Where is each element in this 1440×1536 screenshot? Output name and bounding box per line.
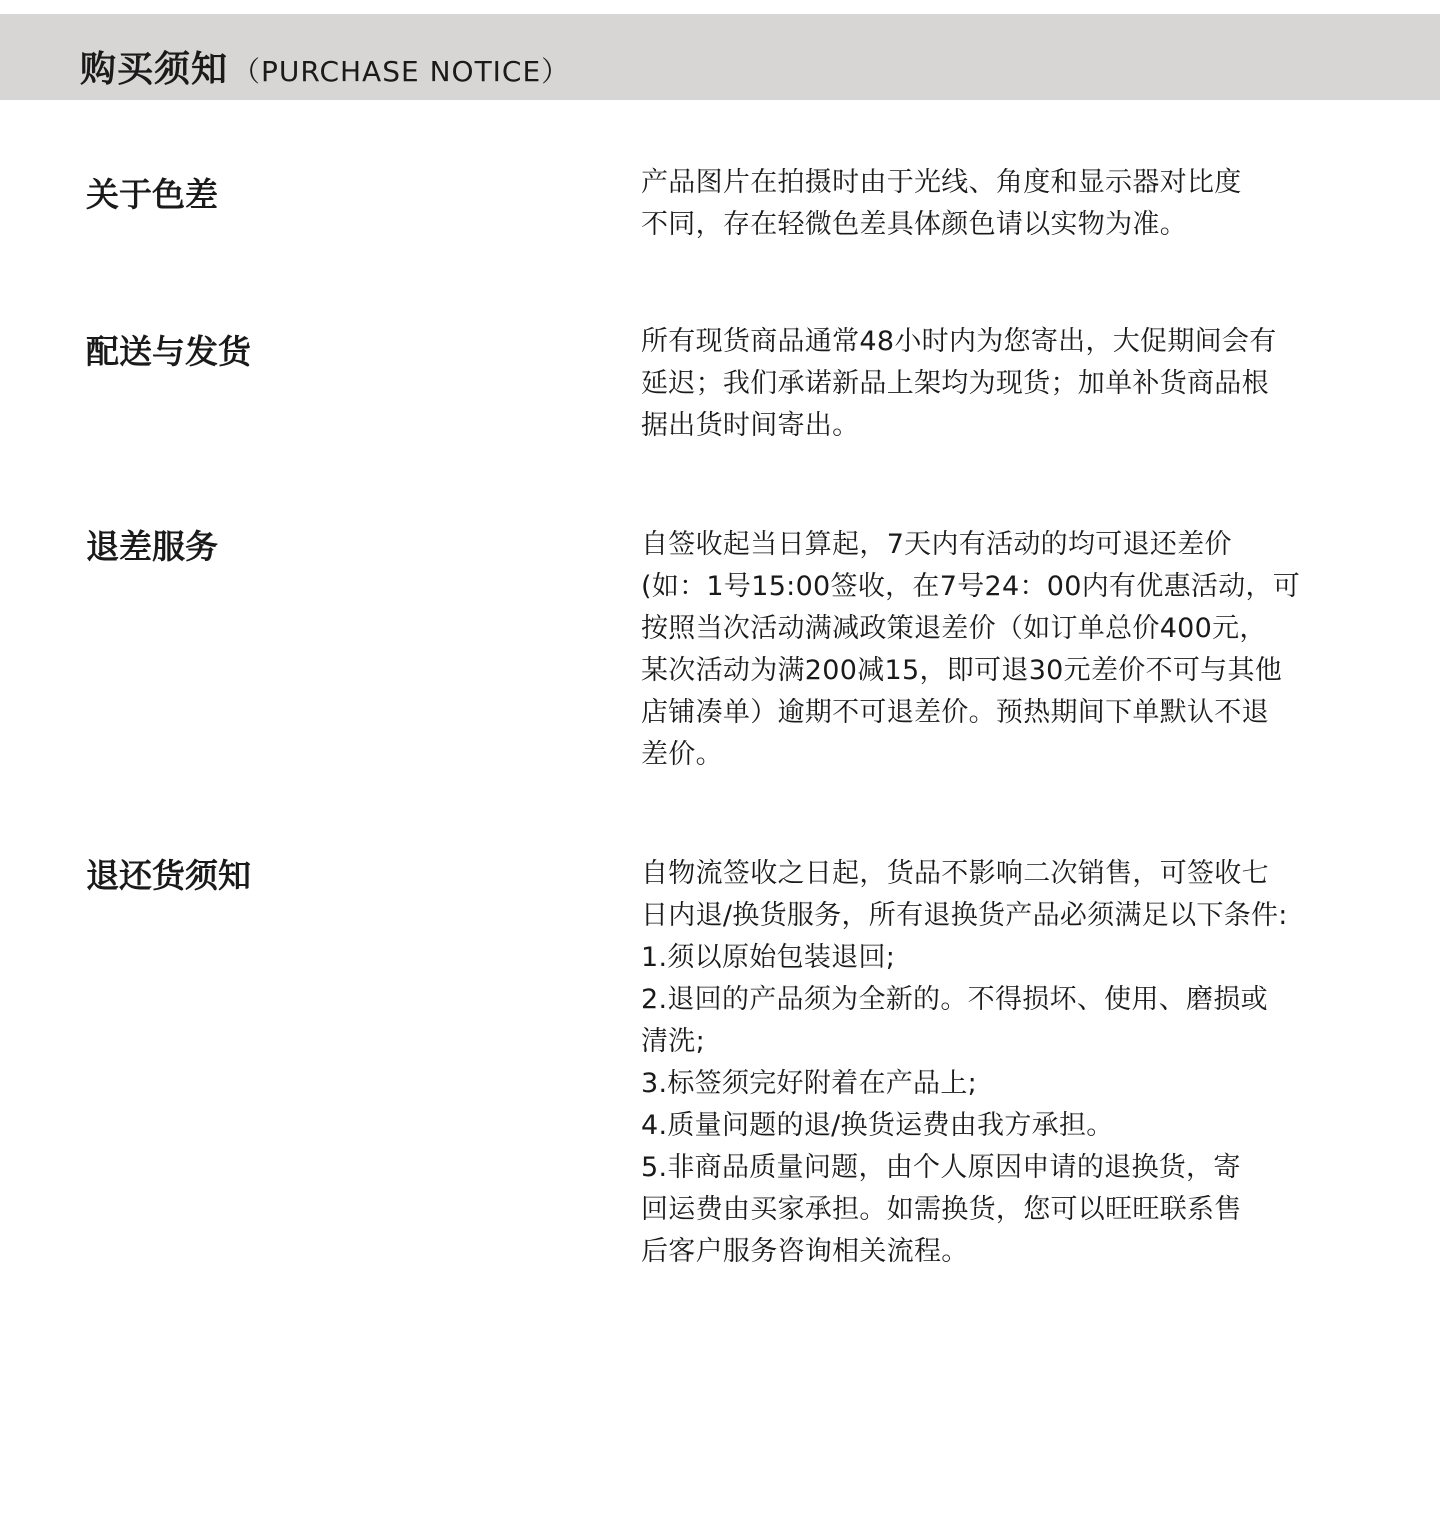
section-body-delivery [641,321,1401,447]
body-line: 后客户服务咨询相关流程。 [641,1236,969,1267]
body-line: 自物流签收之日起，货品不影响二次销售，可签收七 [641,858,1269,889]
body-line: 据出货时间寄出。 [641,410,860,441]
body-line: 店铺凑单）逾期不可退差价。预热期间下单默认不退 [641,697,1269,728]
section-body-returns [641,853,1401,1273]
body-line: 按照当次活动满减政策退差价（如订单总价400元， [641,613,1267,644]
body-line: 1.须以原始包装退回; [641,942,896,973]
section-title-price-refund: 退差服务 [86,527,218,566]
body-line: 不同，存在轻微色差具体颜色请以实物为准。 [641,209,1187,240]
section-title-color-difference: 关于色差 [86,175,218,214]
section-title-delivery: 配送与发货 [86,332,251,371]
body-line: 5.非商品质量问题，由个人原因申请的退换货，寄 [641,1152,1241,1183]
body-line: 延迟；我们承诺新品上架均为现货；加单补货商品根 [641,368,1269,399]
title-subtitle: （PURCHASE NOTICE） [232,55,571,88]
page-title [80,48,570,94]
section-body-color-difference [641,162,1401,246]
title-text: 购买须知 [80,49,229,90]
body-line: 日内退/换货服务，所有退换货产品必须满足以下条件: [641,900,1288,931]
body-line: 某次活动为满200减15，即可退30元差价不可与其他 [641,655,1283,686]
body-line: (如：1号15:00签收，在7号24：00内有优惠活动，可 [641,571,1301,602]
body-line: 产品图片在拍摄时由于光线、角度和显示器对比度 [641,167,1242,198]
section-title-returns: 退还货须知 [86,856,251,895]
header-bar [0,14,1440,100]
body-line: 自签收起当日算起，7天内有活动的均可退还差价 [641,529,1232,560]
body-line: 回运费由买家承担。如需换货，您可以旺旺联系售 [641,1194,1242,1225]
body-line: 清洗; [641,1026,705,1057]
body-line: 2.退回的产品须为全新的。不得损坏、使用、磨损或 [641,984,1268,1015]
body-line: 差价。 [641,739,723,770]
body-line: 3.标签须完好附着在产品上; [641,1068,978,1099]
section-body-price-refund [641,524,1401,776]
body-line: 所有现货商品通常48小时内为您寄出，大促期间会有 [641,326,1277,357]
body-line: 4.质量问题的退/换货运费由我方承担。 [641,1110,1114,1141]
